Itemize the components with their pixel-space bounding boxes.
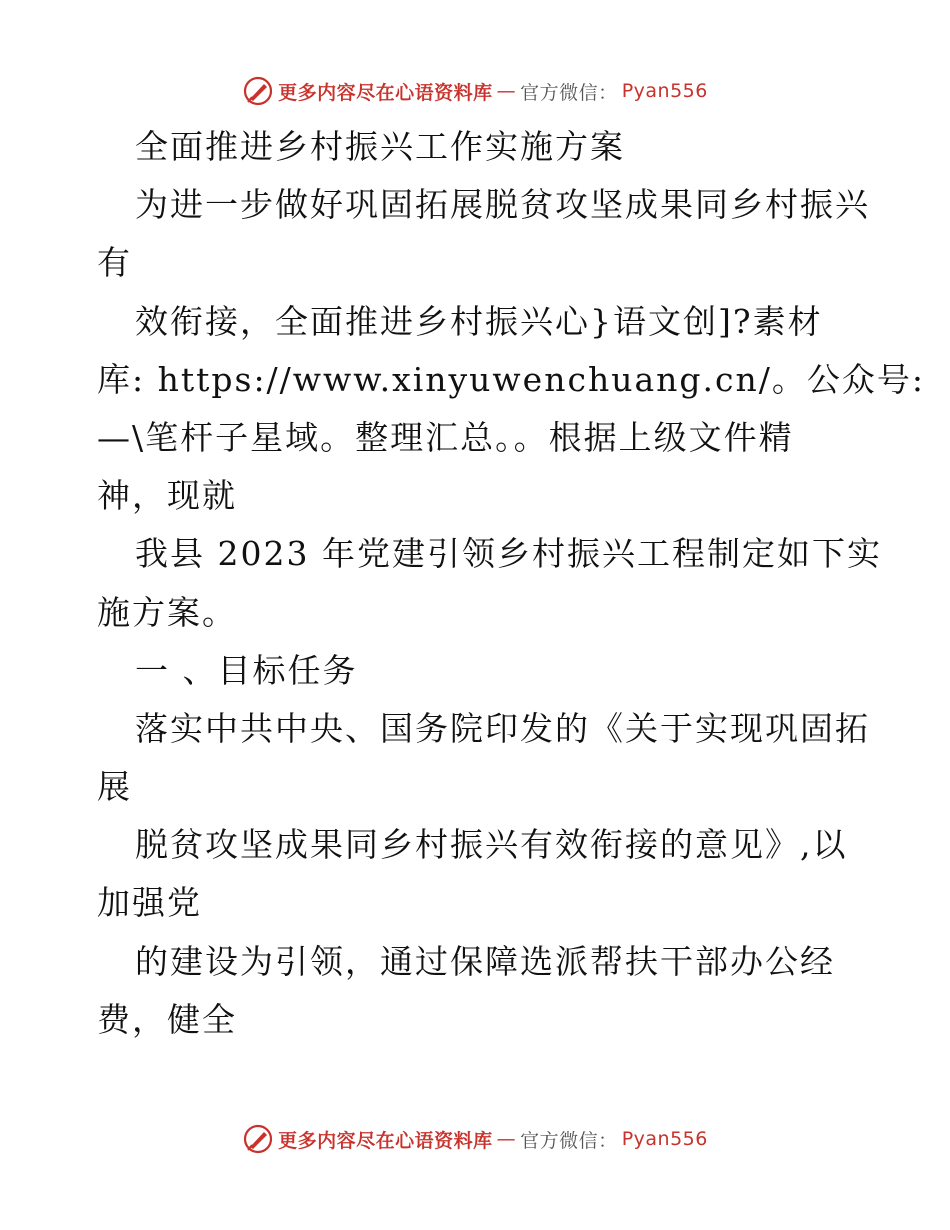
banner-brand-text: 更多内容尽在心语资料库 [278, 1129, 493, 1152]
quill-pen-logo-icon [242, 1123, 274, 1155]
paragraph-line: 施方案。 [97, 592, 237, 632]
paragraph-line: —\笔杆子星域。整理汇总。。根据上级文件精 [97, 417, 794, 457]
paragraph-line: 脱贫攻坚成果同乡村振兴有效衔接的意见》,以 [135, 825, 848, 865]
banner-separator: — [496, 80, 517, 102]
paragraph-line: 费，健全 [97, 999, 237, 1039]
banner-wechat-label: 官方微信： [520, 1129, 618, 1152]
paragraph-line: 的建设为引领，通过保障选派帮扶干部办公经 [135, 941, 835, 981]
paragraph-line: 落实中共中央、国务院印发的《关于实现巩固拓 [135, 708, 870, 748]
banner-wechat-id: Pyan556 [621, 80, 708, 102]
paragraph-line: 展 [97, 767, 132, 807]
banner-brand-text: 更多内容尽在心语资料库 [278, 81, 493, 104]
paragraph-line: 为进一步做好巩固拓展脱贫攻坚成果同乡村振兴 [135, 185, 870, 225]
banner-wechat-id: Pyan556 [621, 1128, 708, 1150]
paragraph-line: 我县 2023 年党建引领乡村振兴工程制定如下实 [135, 534, 882, 574]
footer-watermark-banner [0, 1122, 950, 1156]
paragraph-line: 神，现就 [97, 476, 237, 516]
paragraph-line: 加强党 [97, 883, 202, 923]
paragraph-line: 效衔接，全面推进乡村振兴心}语文创]?素材 [135, 301, 823, 341]
quill-pen-logo-icon [242, 75, 274, 107]
header-watermark-banner [0, 74, 950, 108]
document-title: 全面推进乡村振兴工作实施方案 [135, 127, 625, 166]
banner-wechat-label: 官方微信： [520, 81, 618, 104]
banner-separator: — [496, 1128, 517, 1150]
paragraph-line: 库: https://www.xinyuwenchuang.cn/。公众号: [97, 359, 925, 399]
paragraph-line: 有 [97, 243, 132, 283]
section-heading: 一 、目标任务 [135, 650, 358, 690]
document-body [97, 118, 925, 1049]
